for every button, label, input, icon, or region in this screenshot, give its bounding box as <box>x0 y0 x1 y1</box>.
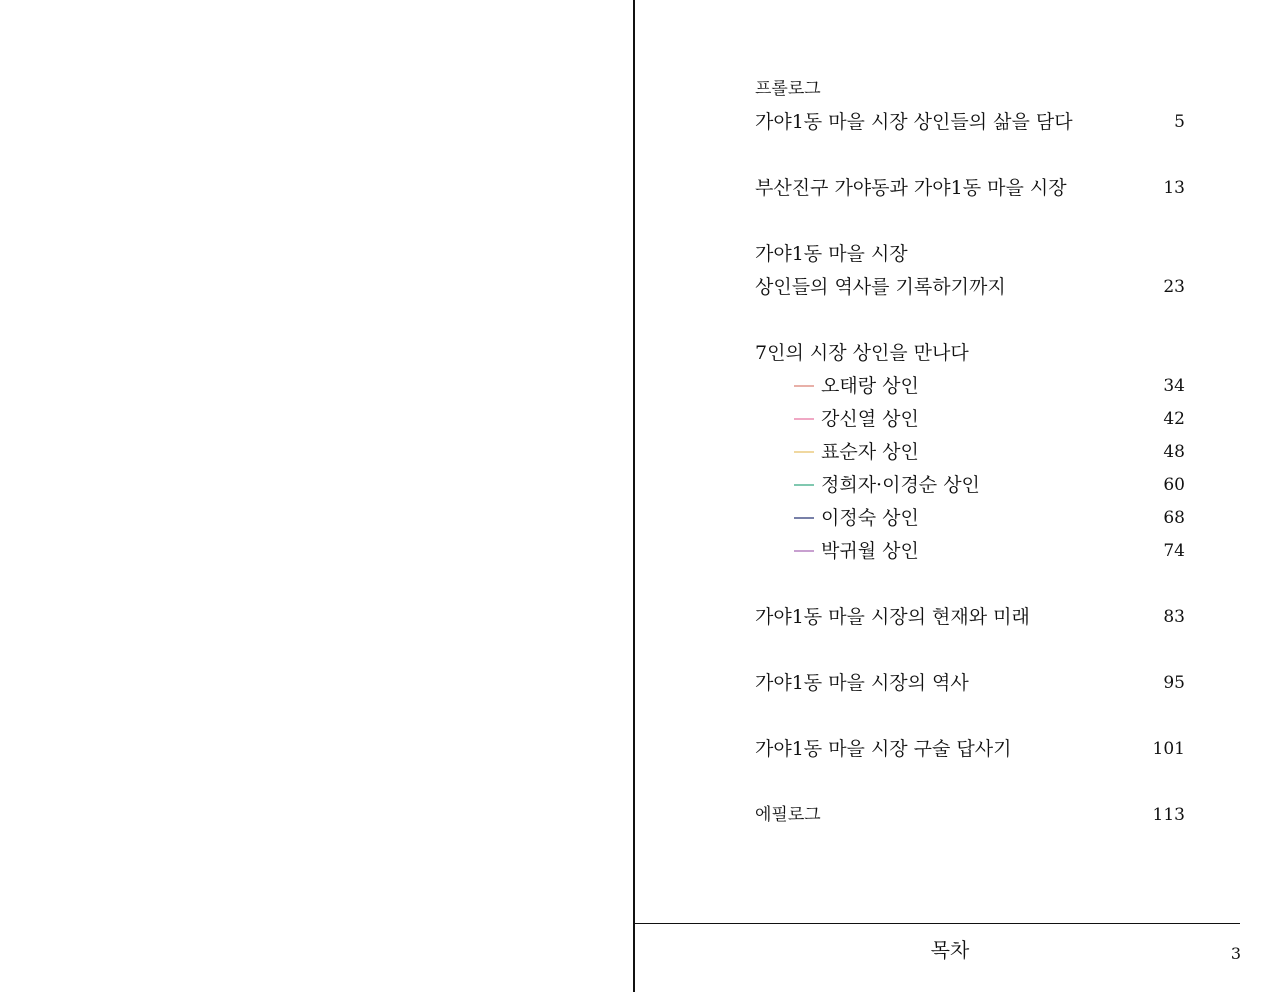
toc-entry-page: 113 <box>1152 805 1185 825</box>
toc-entry-history-record-line2 <box>755 273 1185 301</box>
toc-subentry-page: 34 <box>1163 376 1185 396</box>
toc-entry-page: 95 <box>1163 673 1185 693</box>
toc-prologue-label-text: 프롤로그 <box>755 79 821 99</box>
toc-entry-title: 가야1동 마을 시장 <box>755 243 908 265</box>
toc-entry-title: 가야1동 마을 시장 구술 답사기 <box>755 738 1012 760</box>
toc-entry-present-future <box>755 603 1185 631</box>
toc-entry-page: 101 <box>1152 739 1185 759</box>
toc-subentry-title: 이정숙 상인 <box>821 507 919 529</box>
toc-entry-title: 가야1동 마을 시장 상인들의 삶을 담다 <box>755 111 1073 133</box>
toc-entry-page: 83 <box>1163 607 1185 627</box>
toc-entry-seven-merchants <box>755 339 1185 367</box>
toc-subentry-merchant <box>755 471 1185 499</box>
table-of-contents <box>755 0 1185 900</box>
color-dash-marker <box>794 418 814 420</box>
toc-entry-title: 상인들의 역사를 기록하기까지 <box>755 276 1006 298</box>
color-dash-marker <box>794 517 814 519</box>
toc-entry-oral-field-notes <box>755 735 1185 763</box>
toc-subentry-title: 오태랑 상인 <box>821 375 919 397</box>
toc-subentry-merchant <box>755 504 1185 532</box>
toc-subentry-page: 60 <box>1163 475 1185 495</box>
color-dash-marker <box>794 484 814 486</box>
toc-entry-epilogue <box>755 801 1185 829</box>
page-number: 3 <box>1230 944 1242 963</box>
toc-entry-title: 에필로그 <box>755 805 821 825</box>
toc-entry-title: 7인의 시장 상인을 만나다 <box>755 342 969 364</box>
toc-entry-page: 23 <box>1163 277 1185 297</box>
toc-subentry-merchant <box>755 405 1185 433</box>
toc-prologue-label <box>755 75 1185 103</box>
footer-section-title: 목차 <box>930 938 970 962</box>
toc-subentry-title: 박귀월 상인 <box>821 540 919 562</box>
color-dash-marker <box>794 451 814 453</box>
toc-subentry-merchant <box>755 372 1185 400</box>
book-spine-divider <box>633 0 635 992</box>
toc-subentry-page: 48 <box>1163 442 1185 462</box>
toc-subentry-merchant <box>755 438 1185 466</box>
toc-entry-market-history <box>755 669 1185 697</box>
toc-subentry-title: 정희자·이경순 상인 <box>821 474 980 496</box>
toc-entry-prologue <box>755 108 1185 136</box>
toc-subentry-merchant <box>755 537 1185 565</box>
toc-entry-page: 5 <box>1174 112 1185 132</box>
toc-subentry-page: 68 <box>1163 508 1185 528</box>
color-dash-marker <box>794 385 814 387</box>
toc-subentry-page: 42 <box>1163 409 1185 429</box>
color-dash-marker <box>794 550 814 552</box>
toc-entry-title: 가야1동 마을 시장의 현재와 미래 <box>755 606 1030 628</box>
toc-entry-history-record-line1 <box>755 240 1185 268</box>
footer-divider <box>635 923 1240 924</box>
toc-entry-page: 13 <box>1163 178 1185 198</box>
toc-subentry-title: 표순자 상인 <box>821 441 919 463</box>
toc-entry-title: 가야1동 마을 시장의 역사 <box>755 672 969 694</box>
toc-entry-gaya-dong <box>755 174 1185 202</box>
toc-subentry-title: 강신열 상인 <box>821 408 919 430</box>
toc-subentry-page: 74 <box>1163 541 1185 561</box>
toc-entry-title: 부산진구 가야동과 가야1동 마을 시장 <box>755 177 1067 199</box>
